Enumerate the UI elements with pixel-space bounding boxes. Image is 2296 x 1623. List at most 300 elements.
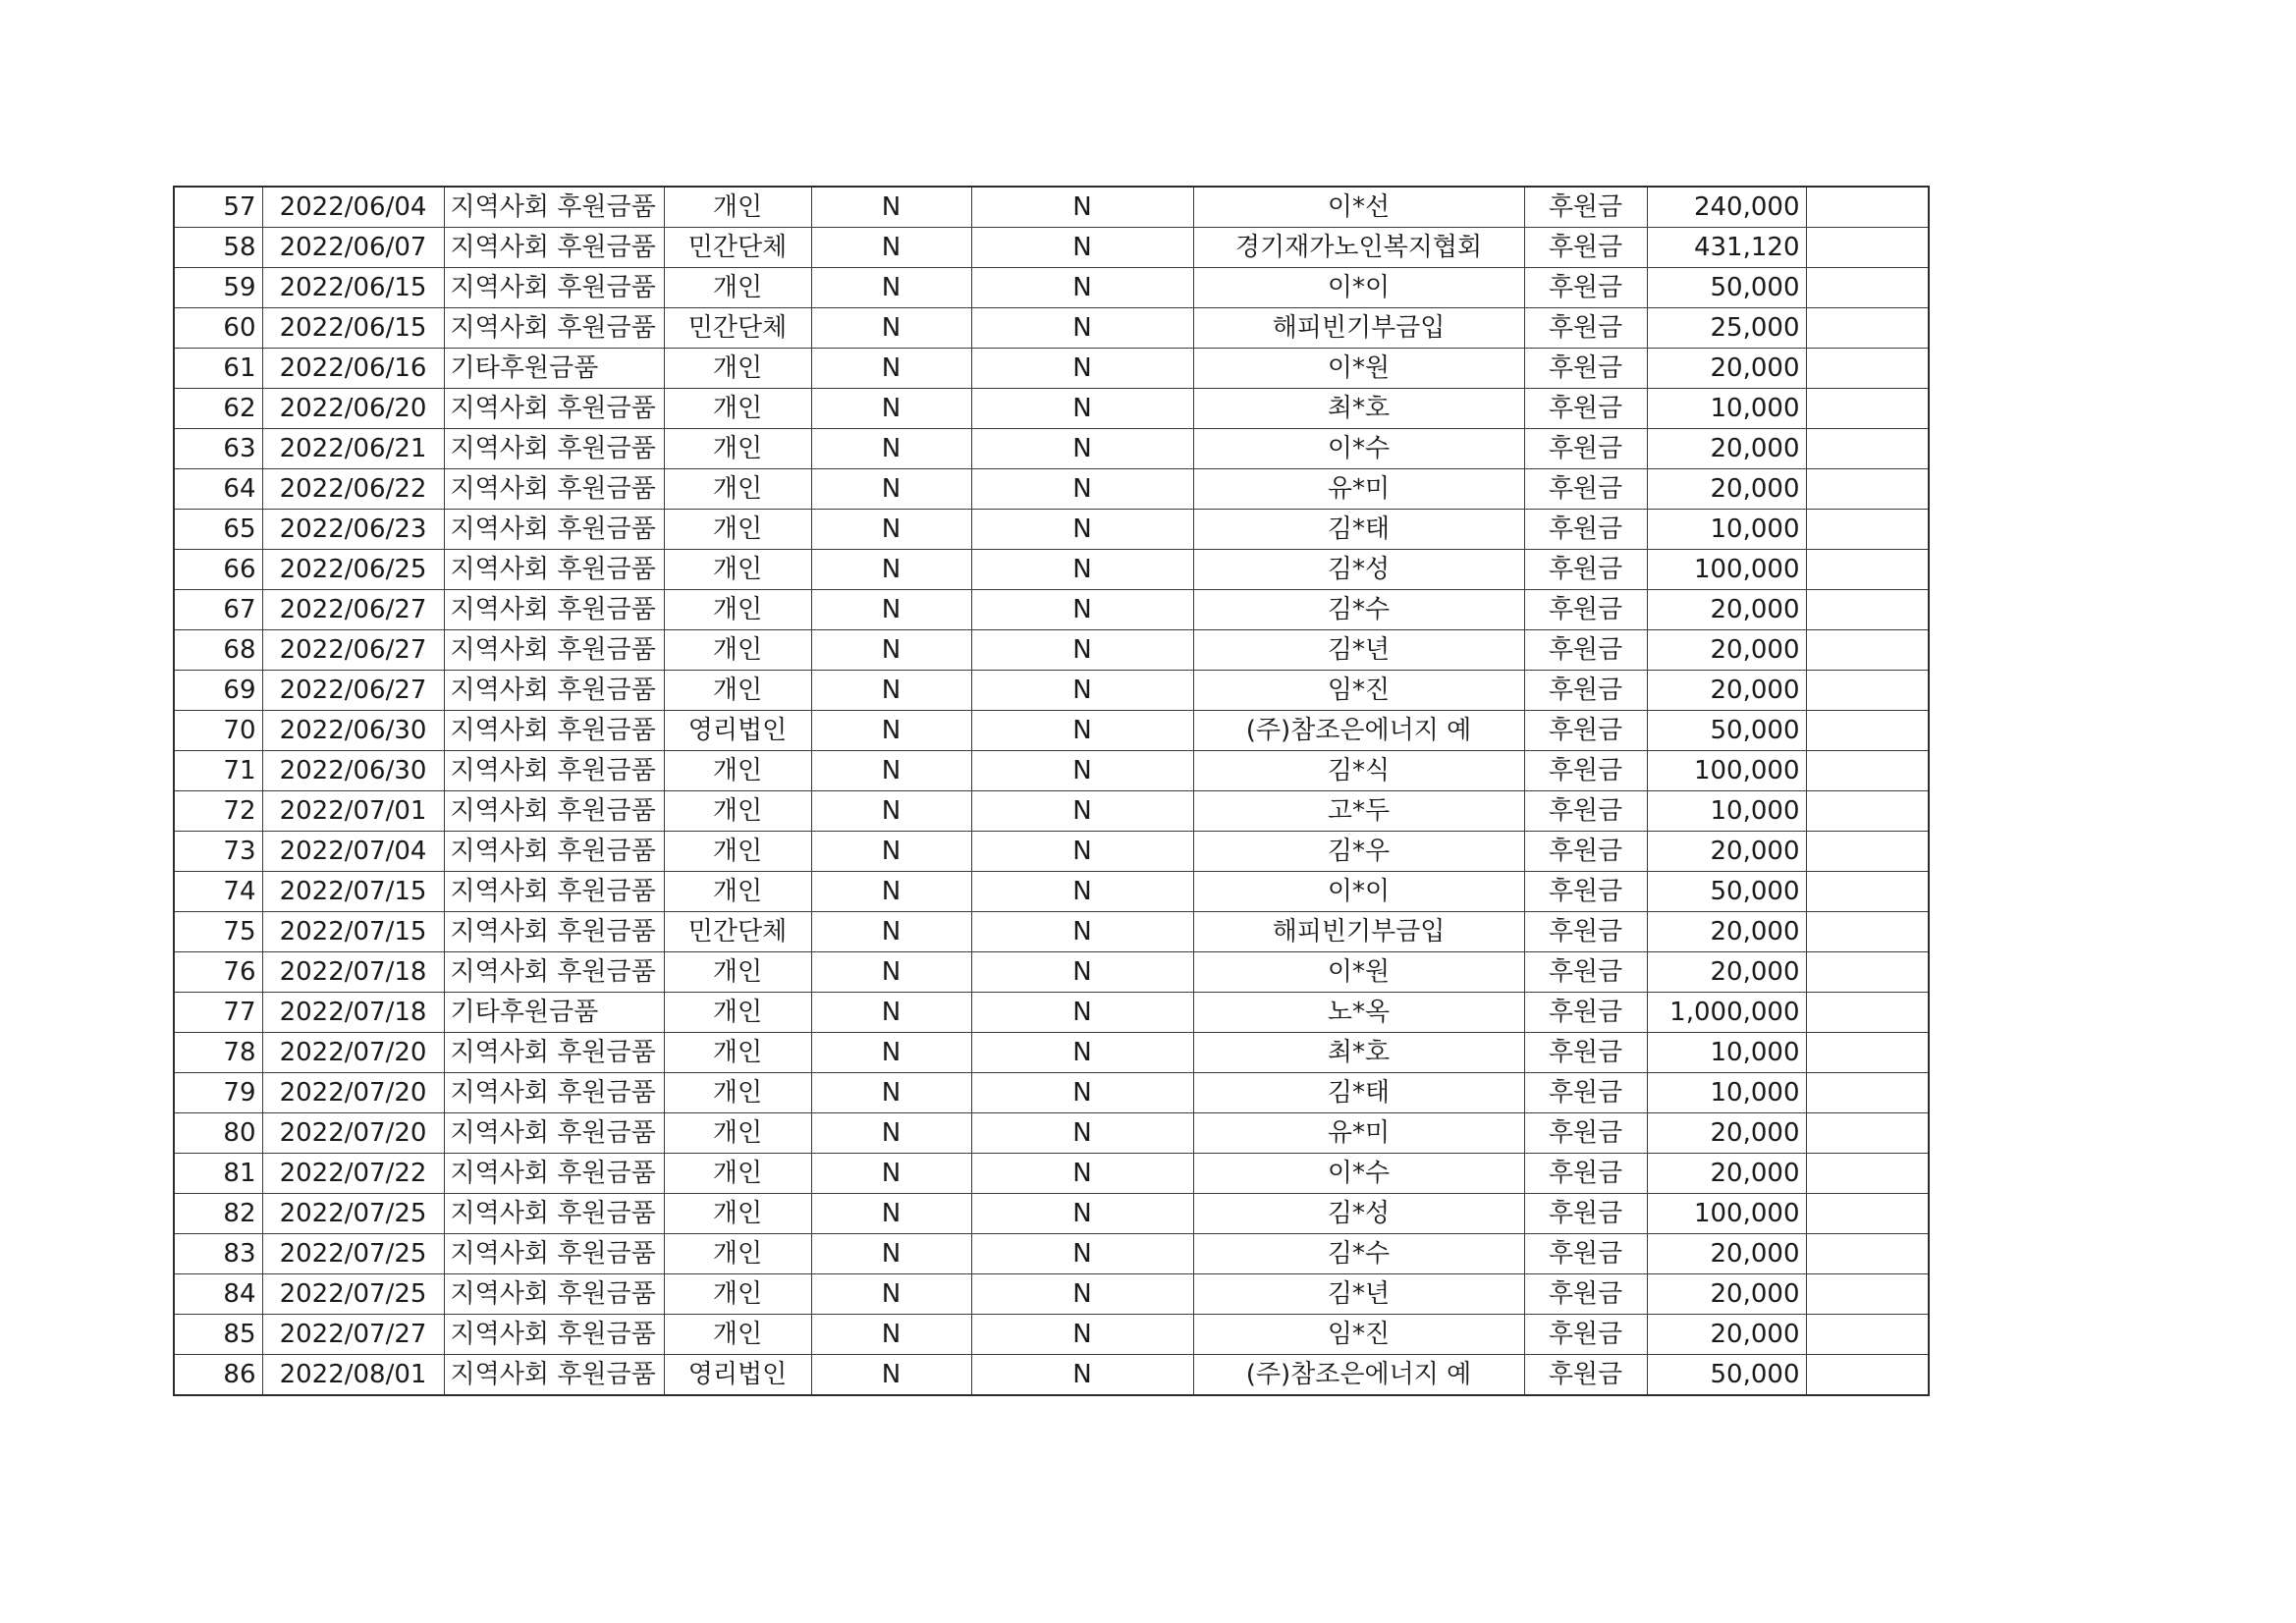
ledger-body xyxy=(174,187,1929,1395)
donation-category-cell: 지역사회 후원금품 xyxy=(444,832,664,872)
donation-amount-cell: 10,000 xyxy=(1647,791,1806,832)
donation-kind-cell: 후원금 xyxy=(1524,1274,1647,1315)
donor-type-cell: 개인 xyxy=(664,429,811,469)
donor-name-cell: 유*미 xyxy=(1193,1113,1524,1154)
donor-name-cell: 김*성 xyxy=(1193,550,1524,590)
row-number-cell: 81 xyxy=(174,1154,262,1194)
flag-1-cell: N xyxy=(811,187,971,228)
empty-cell xyxy=(1806,510,1929,550)
donation-amount-cell: 20,000 xyxy=(1647,832,1806,872)
empty-cell xyxy=(1806,1274,1929,1315)
donor-name-cell: 김*우 xyxy=(1193,832,1524,872)
flag-2-cell: N xyxy=(971,711,1193,751)
empty-cell xyxy=(1806,630,1929,671)
donation-category-cell: 지역사회 후원금품 xyxy=(444,791,664,832)
row-number-cell: 58 xyxy=(174,228,262,268)
donation-date-cell: 2022/06/07 xyxy=(262,228,444,268)
donation-category-cell: 지역사회 후원금품 xyxy=(444,630,664,671)
row-number-cell: 59 xyxy=(174,268,262,308)
donation-category-cell: 지역사회 후원금품 xyxy=(444,1274,664,1315)
donor-type-cell: 개인 xyxy=(664,751,811,791)
table-row xyxy=(174,751,1929,791)
row-number-cell: 83 xyxy=(174,1234,262,1274)
row-number-cell: 74 xyxy=(174,872,262,912)
table-row xyxy=(174,832,1929,872)
row-number-cell: 86 xyxy=(174,1355,262,1396)
donation-category-cell: 지역사회 후원금품 xyxy=(444,308,664,349)
table-row xyxy=(174,952,1929,993)
empty-cell xyxy=(1806,791,1929,832)
empty-cell xyxy=(1806,751,1929,791)
row-number-cell: 72 xyxy=(174,791,262,832)
flag-2-cell: N xyxy=(971,1113,1193,1154)
row-number-cell: 60 xyxy=(174,308,262,349)
donation-date-cell: 2022/06/15 xyxy=(262,268,444,308)
row-number-cell: 69 xyxy=(174,671,262,711)
donation-date-cell: 2022/07/04 xyxy=(262,832,444,872)
flag-1-cell: N xyxy=(811,671,971,711)
donation-category-cell: 지역사회 후원금품 xyxy=(444,872,664,912)
flag-1-cell: N xyxy=(811,711,971,751)
donation-amount-cell: 20,000 xyxy=(1647,429,1806,469)
flag-1-cell: N xyxy=(811,1033,971,1073)
empty-cell xyxy=(1806,590,1929,630)
row-number-cell: 70 xyxy=(174,711,262,751)
donation-category-cell: 지역사회 후원금품 xyxy=(444,550,664,590)
table-row xyxy=(174,429,1929,469)
donor-name-cell: 최*호 xyxy=(1193,1033,1524,1073)
row-number-cell: 73 xyxy=(174,832,262,872)
empty-cell xyxy=(1806,832,1929,872)
flag-2-cell: N xyxy=(971,469,1193,510)
donation-category-cell: 지역사회 후원금품 xyxy=(444,1234,664,1274)
table-row xyxy=(174,590,1929,630)
donation-category-cell: 지역사회 후원금품 xyxy=(444,228,664,268)
donor-name-cell: 김*식 xyxy=(1193,751,1524,791)
flag-1-cell: N xyxy=(811,832,971,872)
donation-category-cell: 지역사회 후원금품 xyxy=(444,429,664,469)
table-row xyxy=(174,1234,1929,1274)
donation-kind-cell: 후원금 xyxy=(1524,872,1647,912)
table-row xyxy=(174,308,1929,349)
table-row xyxy=(174,1355,1929,1396)
table-row xyxy=(174,791,1929,832)
donation-kind-cell: 후원금 xyxy=(1524,590,1647,630)
donor-type-cell: 영리법인 xyxy=(664,1355,811,1396)
donation-category-cell: 지역사회 후원금품 xyxy=(444,590,664,630)
donor-type-cell: 개인 xyxy=(664,1154,811,1194)
flag-2-cell: N xyxy=(971,630,1193,671)
donation-kind-cell: 후원금 xyxy=(1524,1234,1647,1274)
donation-category-cell: 지역사회 후원금품 xyxy=(444,389,664,429)
donation-kind-cell: 후원금 xyxy=(1524,308,1647,349)
donation-date-cell: 2022/07/18 xyxy=(262,993,444,1033)
donor-name-cell: 노*옥 xyxy=(1193,993,1524,1033)
flag-2-cell: N xyxy=(971,228,1193,268)
donation-amount-cell: 100,000 xyxy=(1647,751,1806,791)
donor-name-cell: 임*진 xyxy=(1193,671,1524,711)
flag-1-cell: N xyxy=(811,389,971,429)
flag-1-cell: N xyxy=(811,268,971,308)
donor-name-cell: 고*두 xyxy=(1193,791,1524,832)
table-row xyxy=(174,711,1929,751)
donation-category-cell: 지역사회 후원금품 xyxy=(444,268,664,308)
empty-cell xyxy=(1806,308,1929,349)
donation-kind-cell: 후원금 xyxy=(1524,349,1647,389)
row-number-cell: 85 xyxy=(174,1315,262,1355)
donor-name-cell: 해피빈기부금입 xyxy=(1193,912,1524,952)
donor-type-cell: 개인 xyxy=(664,993,811,1033)
donor-type-cell: 개인 xyxy=(664,1234,811,1274)
table-row xyxy=(174,912,1929,952)
flag-1-cell: N xyxy=(811,1355,971,1396)
donation-date-cell: 2022/06/27 xyxy=(262,590,444,630)
donor-type-cell: 개인 xyxy=(664,590,811,630)
flag-2-cell: N xyxy=(971,510,1193,550)
donor-name-cell: 해피빈기부금입 xyxy=(1193,308,1524,349)
donation-category-cell: 지역사회 후원금품 xyxy=(444,1033,664,1073)
donation-date-cell: 2022/07/18 xyxy=(262,952,444,993)
donor-type-cell: 개인 xyxy=(664,1033,811,1073)
donor-type-cell: 개인 xyxy=(664,510,811,550)
donation-amount-cell: 1,000,000 xyxy=(1647,993,1806,1033)
table-row xyxy=(174,510,1929,550)
empty-cell xyxy=(1806,429,1929,469)
donor-name-cell: 김*수 xyxy=(1193,590,1524,630)
donor-type-cell: 개인 xyxy=(664,952,811,993)
donation-kind-cell: 후원금 xyxy=(1524,671,1647,711)
donor-type-cell: 민간단체 xyxy=(664,912,811,952)
donor-type-cell: 개인 xyxy=(664,187,811,228)
donation-kind-cell: 후원금 xyxy=(1524,711,1647,751)
flag-2-cell: N xyxy=(971,993,1193,1033)
donor-name-cell: 이*수 xyxy=(1193,1154,1524,1194)
donation-kind-cell: 후원금 xyxy=(1524,268,1647,308)
donation-amount-cell: 25,000 xyxy=(1647,308,1806,349)
donation-amount-cell: 20,000 xyxy=(1647,1113,1806,1154)
donor-name-cell: 김*년 xyxy=(1193,630,1524,671)
empty-cell xyxy=(1806,187,1929,228)
donation-date-cell: 2022/06/30 xyxy=(262,711,444,751)
empty-cell xyxy=(1806,550,1929,590)
table-row xyxy=(174,228,1929,268)
donor-type-cell: 개인 xyxy=(664,671,811,711)
donation-amount-cell: 50,000 xyxy=(1647,1355,1806,1396)
empty-cell xyxy=(1806,1154,1929,1194)
flag-1-cell: N xyxy=(811,872,971,912)
table-row xyxy=(174,1315,1929,1355)
donation-date-cell: 2022/06/27 xyxy=(262,671,444,711)
flag-2-cell: N xyxy=(971,187,1193,228)
donation-amount-cell: 20,000 xyxy=(1647,1315,1806,1355)
donor-name-cell: 유*미 xyxy=(1193,469,1524,510)
flag-2-cell: N xyxy=(971,1315,1193,1355)
row-number-cell: 80 xyxy=(174,1113,262,1154)
donor-type-cell: 개인 xyxy=(664,550,811,590)
flag-2-cell: N xyxy=(971,429,1193,469)
donor-name-cell: (주)참조은에너지 예 xyxy=(1193,1355,1524,1396)
donation-category-cell: 지역사회 후원금품 xyxy=(444,1154,664,1194)
donation-date-cell: 2022/07/27 xyxy=(262,1315,444,1355)
donor-name-cell: 이*수 xyxy=(1193,429,1524,469)
donation-category-cell: 지역사회 후원금품 xyxy=(444,1315,664,1355)
donation-amount-cell: 20,000 xyxy=(1647,671,1806,711)
donor-name-cell: 이*선 xyxy=(1193,187,1524,228)
donation-kind-cell: 후원금 xyxy=(1524,1355,1647,1396)
donor-type-cell: 개인 xyxy=(664,1073,811,1113)
flag-2-cell: N xyxy=(971,1154,1193,1194)
flag-2-cell: N xyxy=(971,791,1193,832)
donation-category-cell: 기타후원금품 xyxy=(444,349,664,389)
row-number-cell: 62 xyxy=(174,389,262,429)
donation-kind-cell: 후원금 xyxy=(1524,187,1647,228)
flag-2-cell: N xyxy=(971,1033,1193,1073)
donation-amount-cell: 100,000 xyxy=(1647,1194,1806,1234)
table-row xyxy=(174,630,1929,671)
donation-category-cell: 지역사회 후원금품 xyxy=(444,912,664,952)
row-number-cell: 82 xyxy=(174,1194,262,1234)
empty-cell xyxy=(1806,1073,1929,1113)
donation-amount-cell: 50,000 xyxy=(1647,872,1806,912)
donation-category-cell: 기타후원금품 xyxy=(444,993,664,1033)
flag-2-cell: N xyxy=(971,1274,1193,1315)
donation-kind-cell: 후원금 xyxy=(1524,1194,1647,1234)
flag-2-cell: N xyxy=(971,1234,1193,1274)
donation-date-cell: 2022/07/25 xyxy=(262,1274,444,1315)
flag-1-cell: N xyxy=(811,912,971,952)
donation-kind-cell: 후원금 xyxy=(1524,630,1647,671)
table-row xyxy=(174,1073,1929,1113)
flag-1-cell: N xyxy=(811,1073,971,1113)
row-number-cell: 66 xyxy=(174,550,262,590)
row-number-cell: 71 xyxy=(174,751,262,791)
donor-name-cell: 이*이 xyxy=(1193,872,1524,912)
donation-kind-cell: 후원금 xyxy=(1524,993,1647,1033)
flag-1-cell: N xyxy=(811,590,971,630)
flag-2-cell: N xyxy=(971,389,1193,429)
donor-name-cell: 김*태 xyxy=(1193,510,1524,550)
donation-amount-cell: 20,000 xyxy=(1647,912,1806,952)
donation-kind-cell: 후원금 xyxy=(1524,1073,1647,1113)
donation-kind-cell: 후원금 xyxy=(1524,1033,1647,1073)
table-row xyxy=(174,550,1929,590)
empty-cell xyxy=(1806,711,1929,751)
donation-kind-cell: 후원금 xyxy=(1524,228,1647,268)
row-number-cell: 76 xyxy=(174,952,262,993)
empty-cell xyxy=(1806,671,1929,711)
donation-kind-cell: 후원금 xyxy=(1524,550,1647,590)
empty-cell xyxy=(1806,1355,1929,1396)
donation-kind-cell: 후원금 xyxy=(1524,510,1647,550)
donation-date-cell: 2022/07/25 xyxy=(262,1194,444,1234)
donor-type-cell: 개인 xyxy=(664,1113,811,1154)
row-number-cell: 68 xyxy=(174,630,262,671)
donation-amount-cell: 50,000 xyxy=(1647,268,1806,308)
donor-name-cell: 최*호 xyxy=(1193,389,1524,429)
flag-1-cell: N xyxy=(811,349,971,389)
table-row xyxy=(174,671,1929,711)
row-number-cell: 57 xyxy=(174,187,262,228)
donor-type-cell: 개인 xyxy=(664,1274,811,1315)
donation-category-cell: 지역사회 후원금품 xyxy=(444,510,664,550)
donation-category-cell: 지역사회 후원금품 xyxy=(444,711,664,751)
donation-category-cell: 지역사회 후원금품 xyxy=(444,469,664,510)
flag-1-cell: N xyxy=(811,630,971,671)
donation-category-cell: 지역사회 후원금품 xyxy=(444,751,664,791)
flag-1-cell: N xyxy=(811,308,971,349)
donation-date-cell: 2022/07/22 xyxy=(262,1154,444,1194)
empty-cell xyxy=(1806,268,1929,308)
flag-1-cell: N xyxy=(811,550,971,590)
flag-1-cell: N xyxy=(811,1315,971,1355)
donor-type-cell: 개인 xyxy=(664,832,811,872)
table-row xyxy=(174,1194,1929,1234)
donor-type-cell: 개인 xyxy=(664,872,811,912)
donation-kind-cell: 후원금 xyxy=(1524,469,1647,510)
flag-1-cell: N xyxy=(811,1113,971,1154)
donation-date-cell: 2022/07/15 xyxy=(262,872,444,912)
donation-kind-cell: 후원금 xyxy=(1524,1154,1647,1194)
row-number-cell: 65 xyxy=(174,510,262,550)
donor-type-cell: 민간단체 xyxy=(664,228,811,268)
donor-name-cell: 김*성 xyxy=(1193,1194,1524,1234)
donation-amount-cell: 100,000 xyxy=(1647,550,1806,590)
donation-kind-cell: 후원금 xyxy=(1524,1113,1647,1154)
donation-date-cell: 2022/06/21 xyxy=(262,429,444,469)
empty-cell xyxy=(1806,469,1929,510)
flag-1-cell: N xyxy=(811,510,971,550)
empty-cell xyxy=(1806,993,1929,1033)
flag-1-cell: N xyxy=(811,469,971,510)
donation-category-cell: 지역사회 후원금품 xyxy=(444,1113,664,1154)
row-number-cell: 77 xyxy=(174,993,262,1033)
donation-date-cell: 2022/07/20 xyxy=(262,1073,444,1113)
flag-2-cell: N xyxy=(971,912,1193,952)
table-row xyxy=(174,268,1929,308)
donation-kind-cell: 후원금 xyxy=(1524,429,1647,469)
empty-cell xyxy=(1806,1315,1929,1355)
empty-cell xyxy=(1806,912,1929,952)
donation-date-cell: 2022/06/15 xyxy=(262,308,444,349)
empty-cell xyxy=(1806,1194,1929,1234)
donation-kind-cell: 후원금 xyxy=(1524,389,1647,429)
empty-cell xyxy=(1806,1033,1929,1073)
donation-date-cell: 2022/06/20 xyxy=(262,389,444,429)
table-row xyxy=(174,469,1929,510)
empty-cell xyxy=(1806,389,1929,429)
donor-type-cell: 개인 xyxy=(664,469,811,510)
row-number-cell: 75 xyxy=(174,912,262,952)
flag-2-cell: N xyxy=(971,952,1193,993)
donation-date-cell: 2022/06/22 xyxy=(262,469,444,510)
donation-amount-cell: 10,000 xyxy=(1647,1033,1806,1073)
flag-2-cell: N xyxy=(971,268,1193,308)
donor-name-cell: 이*원 xyxy=(1193,952,1524,993)
donation-category-cell: 지역사회 후원금품 xyxy=(444,671,664,711)
flag-2-cell: N xyxy=(971,349,1193,389)
row-number-cell: 84 xyxy=(174,1274,262,1315)
flag-2-cell: N xyxy=(971,832,1193,872)
row-number-cell: 63 xyxy=(174,429,262,469)
flag-2-cell: N xyxy=(971,872,1193,912)
table-row xyxy=(174,993,1929,1033)
donation-kind-cell: 후원금 xyxy=(1524,1315,1647,1355)
empty-cell xyxy=(1806,349,1929,389)
donation-amount-cell: 20,000 xyxy=(1647,952,1806,993)
donation-kind-cell: 후원금 xyxy=(1524,791,1647,832)
donor-type-cell: 민간단체 xyxy=(664,308,811,349)
flag-1-cell: N xyxy=(811,1154,971,1194)
donor-type-cell: 개인 xyxy=(664,1194,811,1234)
donor-name-cell: 김*태 xyxy=(1193,1073,1524,1113)
donor-type-cell: 개인 xyxy=(664,268,811,308)
flag-2-cell: N xyxy=(971,308,1193,349)
donation-date-cell: 2022/07/01 xyxy=(262,791,444,832)
flag-1-cell: N xyxy=(811,1194,971,1234)
empty-cell xyxy=(1806,1113,1929,1154)
donor-type-cell: 개인 xyxy=(664,1315,811,1355)
flag-1-cell: N xyxy=(811,429,971,469)
donation-amount-cell: 20,000 xyxy=(1647,1234,1806,1274)
flag-1-cell: N xyxy=(811,228,971,268)
donation-date-cell: 2022/07/20 xyxy=(262,1113,444,1154)
donor-name-cell: 경기재가노인복지협회 xyxy=(1193,228,1524,268)
donation-amount-cell: 10,000 xyxy=(1647,1073,1806,1113)
donation-date-cell: 2022/07/15 xyxy=(262,912,444,952)
flag-1-cell: N xyxy=(811,1274,971,1315)
donation-date-cell: 2022/08/01 xyxy=(262,1355,444,1396)
donor-name-cell: 임*진 xyxy=(1193,1315,1524,1355)
row-number-cell: 78 xyxy=(174,1033,262,1073)
donation-amount-cell: 20,000 xyxy=(1647,469,1806,510)
flag-1-cell: N xyxy=(811,791,971,832)
flag-2-cell: N xyxy=(971,671,1193,711)
flag-1-cell: N xyxy=(811,993,971,1033)
donation-date-cell: 2022/06/25 xyxy=(262,550,444,590)
donation-amount-cell: 20,000 xyxy=(1647,630,1806,671)
table-row xyxy=(174,389,1929,429)
donation-amount-cell: 10,000 xyxy=(1647,510,1806,550)
donation-amount-cell: 431,120 xyxy=(1647,228,1806,268)
flag-2-cell: N xyxy=(971,1073,1193,1113)
donation-category-cell: 지역사회 후원금품 xyxy=(444,1355,664,1396)
donation-amount-cell: 20,000 xyxy=(1647,349,1806,389)
empty-cell xyxy=(1806,952,1929,993)
donation-amount-cell: 50,000 xyxy=(1647,711,1806,751)
row-number-cell: 79 xyxy=(174,1073,262,1113)
donation-kind-cell: 후원금 xyxy=(1524,751,1647,791)
donation-date-cell: 2022/06/16 xyxy=(262,349,444,389)
table-row xyxy=(174,1033,1929,1073)
table-row xyxy=(174,1113,1929,1154)
donation-amount-cell: 240,000 xyxy=(1647,187,1806,228)
donation-category-cell: 지역사회 후원금품 xyxy=(444,952,664,993)
donation-kind-cell: 후원금 xyxy=(1524,832,1647,872)
table-row xyxy=(174,187,1929,228)
row-number-cell: 61 xyxy=(174,349,262,389)
donor-type-cell: 개인 xyxy=(664,389,811,429)
donation-ledger-table xyxy=(173,186,1930,1396)
donor-type-cell: 개인 xyxy=(664,630,811,671)
donation-amount-cell: 20,000 xyxy=(1647,590,1806,630)
flag-1-cell: N xyxy=(811,952,971,993)
empty-cell xyxy=(1806,1234,1929,1274)
donation-date-cell: 2022/06/30 xyxy=(262,751,444,791)
donation-date-cell: 2022/06/27 xyxy=(262,630,444,671)
donation-amount-cell: 20,000 xyxy=(1647,1154,1806,1194)
flag-1-cell: N xyxy=(811,751,971,791)
donation-kind-cell: 후원금 xyxy=(1524,912,1647,952)
